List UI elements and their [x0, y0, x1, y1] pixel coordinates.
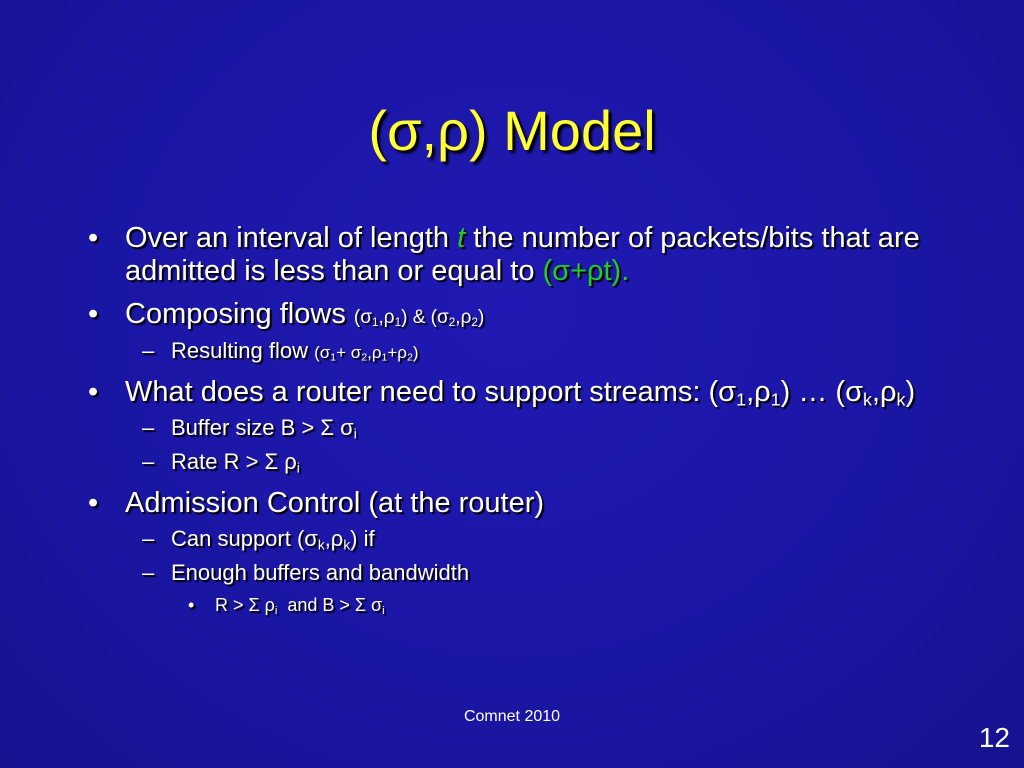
- resulting-flow-formula: $(\sigma_1+ \sigma_2,\rho_1+\rho_2)$: [314, 343, 419, 364]
- sub-bullet-resulting-flow: [88, 338, 968, 366]
- dash-glyph: –: [142, 560, 155, 585]
- bullet-glyph: •: [88, 376, 99, 408]
- dash-glyph: –: [142, 415, 155, 440]
- bullet-admission-control: • Admission Control (at the router): [88, 487, 545, 519]
- sub-sub-bullet-condition: • R > Σ $\rho_i$ and B > Σ $\sigma_i$: [188, 595, 385, 617]
- sub-bullet-buffer-size: – Buffer size B > Σ $\sigma_i$: [142, 415, 357, 442]
- sub-bullet-enough-buffers: – Enough buffers and bandwidth: [142, 560, 470, 585]
- bullet-router-support: • What does a router need to support streams: $(\sigma_1,\rho_1)$ … $(\sigma_k,\rho_k)$: [88, 376, 916, 410]
- bullet-glyph: •: [188, 595, 195, 615]
- variable-t: t: [457, 222, 466, 254]
- flows-formula: $(\sigma_1,\rho_1)$ & $(\sigma_2,\rho_2)$: [353, 307, 485, 329]
- bullet-text: the number of packets/bits that are admitted is less than or equal to: [125, 222, 920, 287]
- dash-glyph: –: [142, 526, 155, 551]
- bullet-composing-flows: [88, 298, 968, 334]
- slide-title: (σ,ρ) Model: [368, 99, 656, 162]
- bullet-glyph: •: [88, 298, 99, 330]
- bullet-glyph: •: [88, 222, 99, 254]
- bullet-glyph: •: [88, 487, 99, 519]
- bullet-text: Composing flows: [125, 298, 354, 330]
- slide-content: [88, 222, 968, 622]
- sub-bullet-rate: – Rate R > Σ $\rho_i$: [142, 449, 300, 476]
- dash-glyph: –: [142, 449, 155, 474]
- bullet-text: Over an interval of length: [125, 222, 458, 254]
- footer-text: Comnet 2010: [463, 708, 561, 725]
- formula-sigma-rho-t: (σ+ρt).: [542, 255, 630, 287]
- dash-glyph: –: [142, 338, 155, 363]
- sub-bullet-text: Resulting flow: [171, 338, 315, 363]
- page-number: 12: [978, 722, 1010, 753]
- sub-bullet-can-support: – Can support $(\sigma_k,\rho_k)$ if: [142, 526, 375, 553]
- bullet-interval: [88, 222, 968, 288]
